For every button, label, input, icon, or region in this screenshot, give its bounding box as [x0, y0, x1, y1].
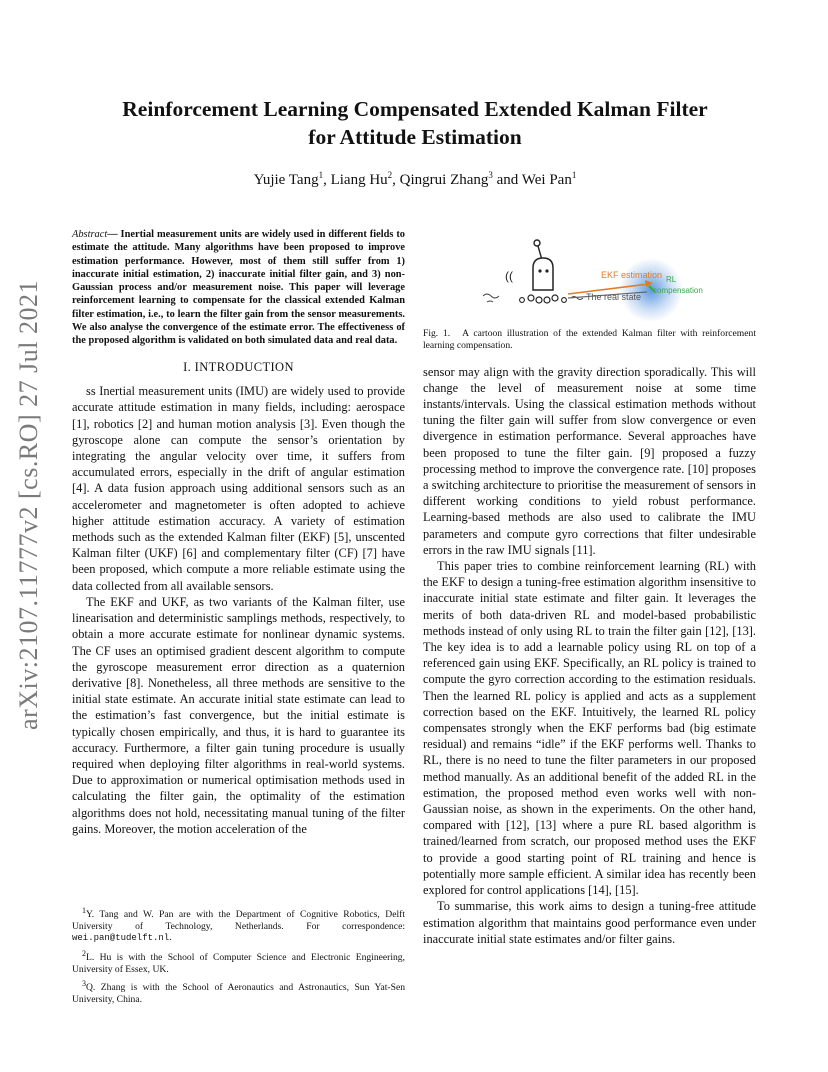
robot-antenna-tip [534, 240, 540, 246]
author: Qingrui Zhang$^3$ and [399, 170, 522, 188]
title-line-2: for Attitude Estimation [308, 125, 522, 149]
figure-label: Fig. 1. [423, 328, 451, 339]
robot-eye [538, 269, 541, 272]
author: Liang Hu$^2$, [330, 170, 400, 188]
paragraph: ss Inertial measurement units (IMU) are widely used to provide accurate attitude estimation in many fields, including: aerospace [1], robotics [2] and human motion analysis [3]. Even though the gyroscope alone can compute the sensor’s orientation by integrating the angular velocity over time, it suffers from accumulated errors, especially in the drift of angular estimation [4]. A data fusion approach using additional sensors such as an accelerometer and magnetometer is often adopted to achieve higher attitude estimation accuracy. A variety of estimation methods such as the extended Kalman filter (EKF) [5], unscented Kalman filter (UKF) [6] and complementary filter (CF) [7] have been proposed, which compute a more reliable estimate using the data collected from all available sensors. [72, 384, 405, 593]
abstract-text: — Inertial measurement units are widely used in different fields to estimate the attitude. Many algorithms have been proposed to improve estimation performance. However, most of them still suffer from 1) inaccurate initial estimation, 2) inaccurate initial filter gain, and 3) non-Gaussian process and/or measurement noise. This paper will leverage reinforcement learning to compensate for the classical extended Kalman filter estimation, i.e., to learn the filter gain from the sensor measurements. We also analyse the convergence of the estimate error. The effectiveness of the proposed algorithm is validated on both simulated data and real data. [72, 229, 405, 346]
robot-wheel [562, 298, 567, 303]
figure-1 [423, 228, 756, 328]
section-heading-introduction: I. INTRODUCTION [183, 360, 294, 375]
footnote: $^1$Y. Tang and W. Pan are with the Department of Cognitive Robotics, Delft University of Technology, Netherlands. For correspondence: wei.pan@tudelft.nl. [72, 906, 405, 944]
introduction-body [72, 383, 405, 837]
correspondence-email[interactable]: wei.pan@tudelft.nl [72, 933, 170, 944]
right-column [423, 228, 756, 947]
author-list [90, 170, 740, 189]
robot-wheel [528, 295, 534, 301]
label-real-state: The real state [586, 292, 642, 302]
title-line-1: Reinforcement Learning Compensated Extended Kalman Filter [122, 97, 708, 121]
robot-eye [545, 269, 548, 272]
arxiv-identifier: arXiv:2107.11777v2 [cs.RO] 27 Jul 2021 [14, 280, 43, 730]
robot-wheel [520, 298, 525, 303]
paragraph: The EKF and UKF, as two variants of the Kalman filter, use linearisation and deterministic samplings methods, respectively, to obtain a more accurate estimate for nonlinear dynamic systems. The CF uses an optimised gradient descent algorithm to compute the gyroscope measurement error direction as a quaternion derivative [8]. Nonetheless, all three methods are sensitive to the initial state estimate. An accurate initial state estimate can lead to the estimation’s fast convergence, but the initial estimate is typically chosen empirically, and thus, it is hard to guarantee its accuracy. Furthermore, a filter gain tuning procedure is usually required when deploying filter algorithms in real-world systems. Due to approximation or numerical optimisation methods used in calculating the filter gain, the optimality of the estimation algorithms does not hold, necessitating manual tuning of the filter gains. Moreover, the motion acceleration of the [72, 594, 405, 836]
abstract [72, 228, 405, 347]
figure-caption [423, 328, 756, 352]
robot-wheel [536, 297, 542, 303]
paragraph: sensor may align with the gravity direction sporadically. This will change the level of measurement noise at some time instants/intervals. Using the classical estimation methods without tuning the filter gain will suffer from slow convergence or even divergence in estimation performance. Several approaches have been proposed to tune the filter gain. [9] proposed a fuzzy processing method to improve the convergence rate. [10] proposes a switching architecture to prioritise the measurement of sensors in different working conditions to yield robust performance. Learning-based methods are also used to calibrate the IMU parameters and compute gyro corrections that filter undesirable errors in the raw IMU signals [11]. [423, 364, 756, 557]
robot-wheel [552, 295, 558, 301]
caption-text: A cartoon illustration of the extended Kalman filter with reinforcement learning compensation. [423, 328, 756, 351]
robot-wheel [544, 297, 550, 303]
right-body [423, 364, 756, 947]
footnotes [72, 905, 405, 1009]
footnote: $^3$Q. Zhang is with the School of Aeronautics and Astronautics, Sun Yat-Sen University, China. [72, 979, 405, 1006]
footnote: $^2$L. Hu is with the School of Computer Science and Electronic Engineering, University of Essex, UK. [72, 948, 405, 975]
robot-body [533, 258, 553, 290]
paper-title [90, 95, 740, 151]
author: Wei Pan$^1$ [521, 170, 577, 188]
label-rl: RL [666, 275, 677, 284]
cartoon-illustration [473, 228, 763, 328]
robot-sound: (( [505, 269, 513, 283]
label-ekf-estimation: EKF estimation [601, 270, 663, 280]
paragraph: This paper tries to combine reinforcement learning (RL) with the EKF to design a tuning-free estimation algorithm insensitive to inaccurate initial state estimate and filter gain. It leverages the merits of both data-driven RL and model-based probabilistic methods instead of only using RL to train the filter gain [12], [13]. The key idea is to add a learnable policy using RL on top of a referenced gain using EKF. Specifically, an RL policy is trained to compute the gyro correction according to the estimation residuals. Then the learned RL policy is applied and acts as a supplement correction based on the EKF. Intuitively, the learned RL policy compensates strongly when the EKF performs bad (big estimate residual) and remains “idle” if the EKF performs well. Thanks to RL, there is no need to tune the filter parameters in our proposed method manually. As an additional benefit of the added RL in the estimation, the proposed method even works well with non-Gaussian noise, as shown in the experiments. On the other hand, compared with [12], [13] where a pure RL based algorithm is trained/learned from scratch, our proposed method uses the EKF to provide a good starting point of RL training and hence is potentially more sample efficient. A similar idea has recently been explored for control applications [14], [15]. [423, 559, 756, 898]
author: Yujie Tang$^1$, [253, 170, 331, 188]
paragraph: To summarise, this work aims to design a tuning-free attitude estimation algorithm that maintains good performance even under inaccurate initial state estimates and/or filter gains. [423, 899, 756, 946]
arxiv-stamp [14, 280, 44, 730]
abstract-lead: Abstract [72, 229, 108, 240]
left-column [72, 228, 405, 837]
label-compensation: compensation [653, 286, 703, 295]
